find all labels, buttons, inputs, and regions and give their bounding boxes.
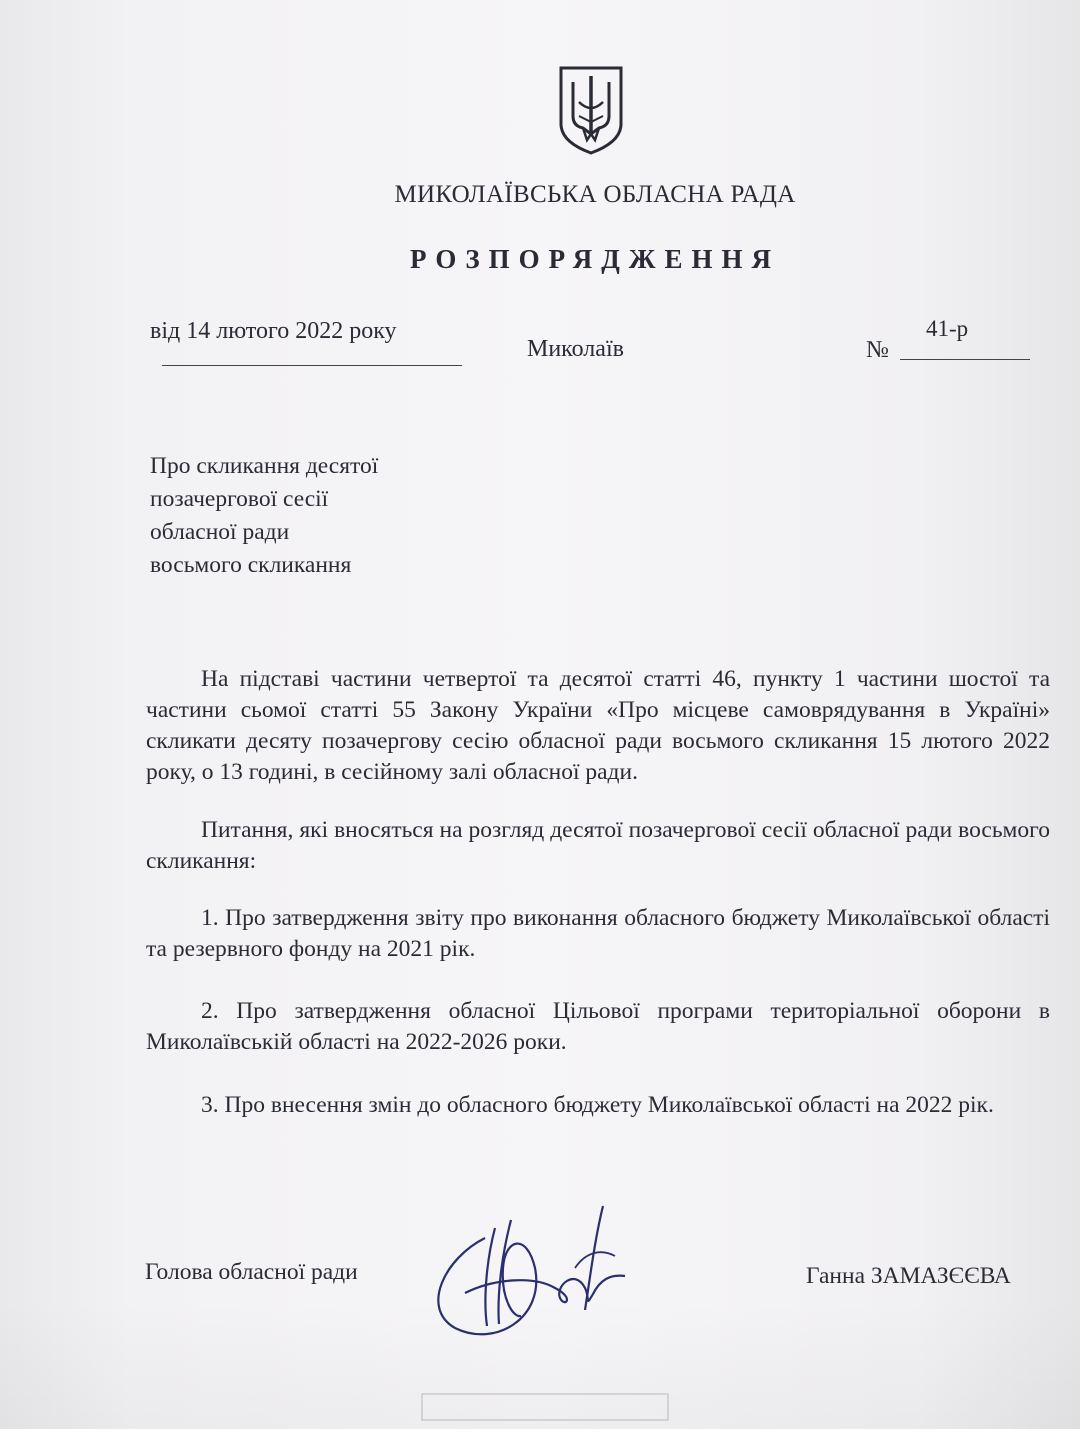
number-underline [900, 359, 1030, 360]
organization-name: МИКОЛАЇВСЬКА ОБЛАСНА РАДА [394, 181, 796, 208]
subject-line: позачергової сесії [150, 486, 329, 512]
document-number: 41-р [926, 316, 969, 341]
trident-icon [557, 64, 625, 156]
agenda-item-text: 1. Про затвердження звіту про виконання обласного бюджету Миколаївської області та резервного фонду на 2021 рік. [146, 905, 1050, 962]
subject-line: Про скликання десятої [150, 453, 379, 479]
paragraph-text: На підставі частини четвертої та десятої статті 46, пункту 1 частини шостої та частини сьомої статті 55 Закону України «Про місцеве самоврядування в Україні» скликати десяту позачергову сесію обласної ради восьмого скликання 15 лютого 2022 року, о 13 годині, в сесійному залі обласної ради. [146, 666, 1050, 785]
agenda-item-text: 2. Про затвердження обласної Цільової програми територіальної оборони в Миколаївській області на 2022-2026 роки. [146, 998, 1050, 1055]
body-paragraph [146, 664, 1050, 788]
paragraph-text: Питання, які вносяться на розгляд десятої позачергової сесії обласної ради восьмого скликання: [146, 817, 1050, 874]
body-paragraph [146, 815, 1050, 877]
signatory-title: Голова обласної ради [145, 1259, 358, 1285]
agenda-item-text: 3. Про внесення змін до обласного бюджету Миколаївської області на 2022 рік. [201, 1092, 994, 1118]
agenda-item [146, 1090, 1050, 1121]
paper-shadow [0, 1300, 1080, 1429]
subject-line: восьмого скликання [150, 552, 352, 578]
document-city: Миколаїв [527, 336, 624, 362]
subject-line: обласної ради [150, 519, 290, 545]
agenda-item [146, 996, 1050, 1058]
document-type-heading: РОЗПОРЯДЖЕННЯ [409, 244, 781, 274]
signatory-name: Ганна ЗАМАЗЄЄВА [806, 1263, 1011, 1289]
document-number-label: № [866, 337, 889, 363]
document-date: від 14 лютого 2022 року [150, 318, 397, 344]
document-subject [150, 450, 378, 582]
date-underline [162, 365, 462, 366]
agenda-item [146, 903, 1050, 965]
